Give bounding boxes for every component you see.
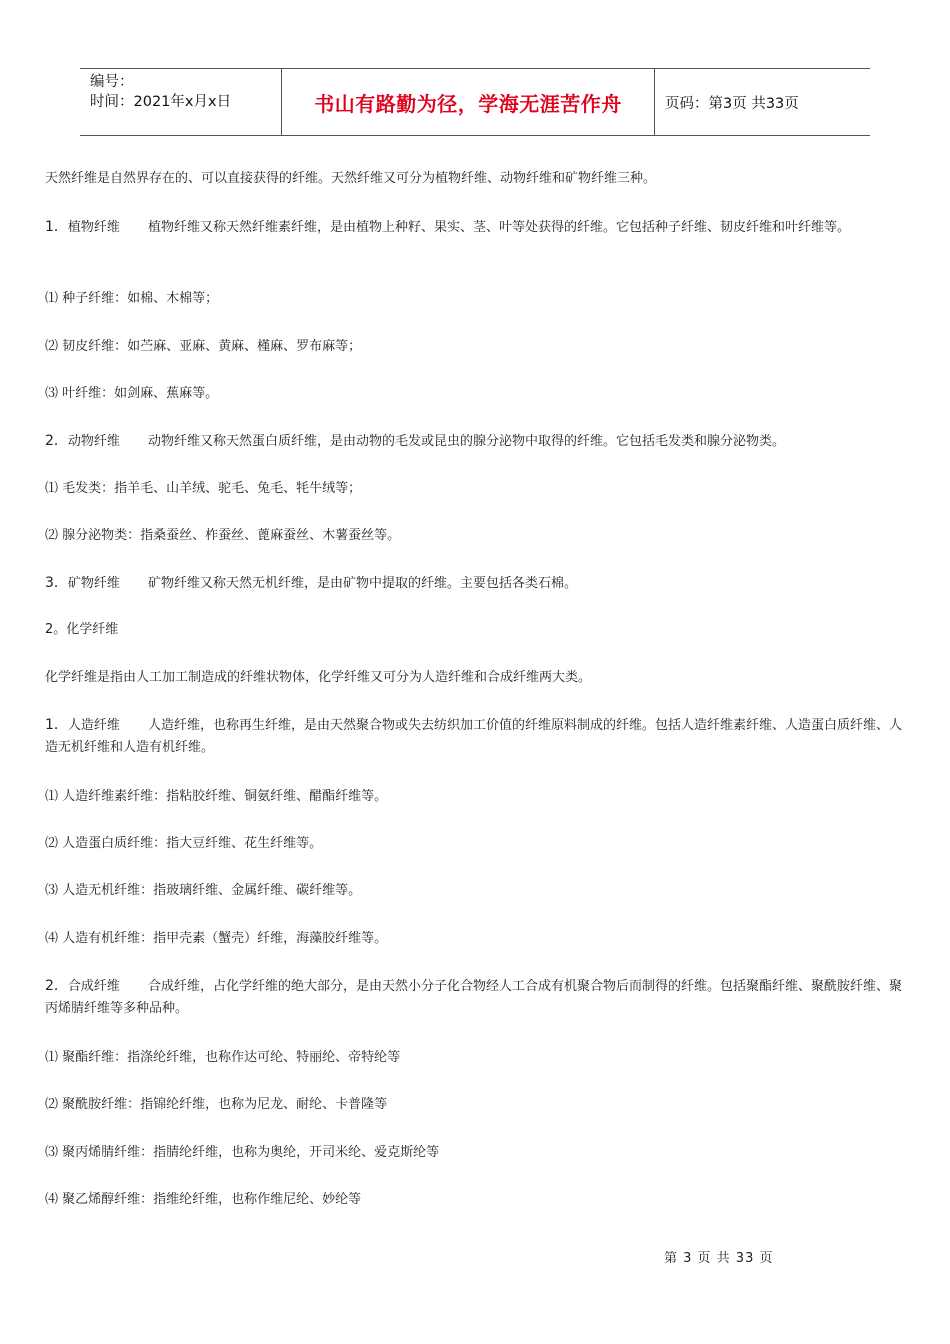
paragraph [45, 619, 907, 641]
document-number-label: 编号： [90, 74, 134, 90]
paragraph [45, 336, 907, 358]
section-title: 动物纤维 [67, 434, 120, 449]
paragraph-text: ⑵ 韧皮纤维：如苎麻、亚麻、黄麻、槿麻、罗布麻等； [45, 339, 362, 354]
paragraph-text: ⑵ 腺分泌物类：指桑蚕丝、柞蚕丝、蓖麻蚕丝、木薯蚕丝等。 [45, 528, 401, 543]
footer-page-number: 第 3 页 共 33 页 [664, 1251, 774, 1266]
header-motto: 书山有路勤为径，学海无涯苦作舟 [314, 91, 622, 116]
paragraph-text: ⑴ 聚酯纤维：指涤纶纤维，也称作达可纶、特丽纶、帝特纶等 [45, 1050, 401, 1065]
paragraph-text: ⑶ 叶纤维：如剑麻、蕉麻等。 [45, 386, 219, 401]
header-page-info [655, 69, 870, 135]
paragraph [45, 1094, 907, 1116]
paragraph [45, 383, 907, 405]
paragraph-text: 天然纤维是自然界存在的、可以直接获得的纤维。天然纤维又可分为植物纤维、动物纤维和矿物纤维三种。 [45, 171, 657, 186]
header-page-number: 页码：第3页 共33页 [665, 95, 799, 112]
paragraph-text: 化学纤维是指由人工加工制造成的纤维状物体，化学纤维又可分为人造纤维和合成纤维两大类。 [45, 670, 592, 685]
page-footer [664, 1247, 773, 1266]
paragraph [45, 714, 907, 759]
page-header [80, 68, 870, 136]
paragraph-text: ⑴ 种子纤维：如棉、木棉等； [45, 291, 219, 306]
paragraph-text: ⑶ 人造无机纤维：指玻璃纤维、金属纤维、碳纤维等。 [45, 883, 362, 898]
section-number: 1． [45, 717, 68, 733]
paragraph-text: 植物纤维又称天然纤维素纤维，是由植物上种籽、果实、茎、叶等处获得的纤维。它包括种子纤维、韧皮纤维和叶纤维等。 [147, 220, 850, 235]
paragraph-text: 合成纤维，占化学纤维的绝大部分，是由天然小分子化合物经人工合成有机聚合物后而制得的纤维。包括聚酯纤维、聚酰胺纤维、聚丙烯腈纤维等多种品种。 [45, 979, 902, 1016]
paragraph [45, 216, 907, 239]
paragraph-text: ⑷ 聚乙烯醇纤维：指维纶纤维，也称作维尼纶、妙纶等 [45, 1192, 362, 1207]
section-title: 人造纤维 [67, 718, 120, 733]
paragraph [45, 880, 907, 902]
paragraph [45, 1047, 907, 1069]
paragraph [45, 833, 907, 855]
document-time-label: 时间：2021年x月x日 [90, 94, 232, 110]
paragraph [45, 288, 907, 310]
paragraph-text: 矿物纤维又称天然无机纤维，是由矿物中提取的纤维。主要包括各类石棉。 [147, 576, 577, 591]
section-title: 合成纤维 [67, 979, 120, 994]
paragraph-text: ⑴ 毛发类：指羊毛、山羊绒、驼毛、兔毛、牦牛绒等； [45, 481, 362, 496]
section-number: 1． [45, 219, 68, 235]
paragraph [45, 975, 907, 1020]
paragraph [45, 786, 907, 808]
section-title: 矿物纤维 [67, 576, 120, 591]
paragraph-text: ⑵ 人造蛋白质纤维：指大豆纤维、花生纤维等。 [45, 836, 323, 851]
paragraph-text: ⑴ 人造纤维素纤维：指粘胶纤维、铜氨纤维、醋酯纤维等。 [45, 789, 388, 804]
section-title: 植物纤维 [67, 220, 120, 235]
paragraph [45, 525, 907, 547]
paragraph [45, 168, 907, 190]
paragraph [45, 1142, 907, 1164]
header-motto-cell [282, 69, 655, 135]
section-number: 3． [45, 575, 68, 591]
paragraph [45, 928, 907, 950]
paragraph-text: 动物纤维又称天然蛋白质纤维，是由动物的毛发或昆虫的腺分泌物中取得的纤维。它包括毛发类和腺分泌物类。 [147, 434, 785, 449]
header-meta [80, 69, 282, 135]
section-number: 2． [45, 978, 68, 994]
paragraph-text: 2。化学纤维 [45, 622, 119, 637]
paragraph [45, 667, 907, 689]
paragraph [45, 430, 907, 453]
paragraph [45, 572, 907, 595]
paragraph-text: ⑶ 聚丙烯腈纤维：指腈纶纤维，也称为奥纶，开司米纶、爱克斯纶等 [45, 1145, 440, 1160]
paragraph [45, 1189, 907, 1211]
paragraph-text: 人造纤维，也称再生纤维，是由天然聚合物或失去纺织加工价值的纤维原料制成的纤维。包括人造纤维素纤维、人造蛋白质纤维、人造无机纤维和人造有机纤维。 [45, 718, 902, 755]
paragraph [45, 478, 907, 500]
paragraph-text: ⑷ 人造有机纤维：指甲壳素（蟹壳）纤维，海藻胶纤维等。 [45, 931, 388, 946]
section-number: 2． [45, 433, 68, 449]
paragraph-text: ⑵ 聚酰胺纤维：指锦纶纤维，也称为尼龙、耐纶、卡普隆等 [45, 1097, 388, 1112]
